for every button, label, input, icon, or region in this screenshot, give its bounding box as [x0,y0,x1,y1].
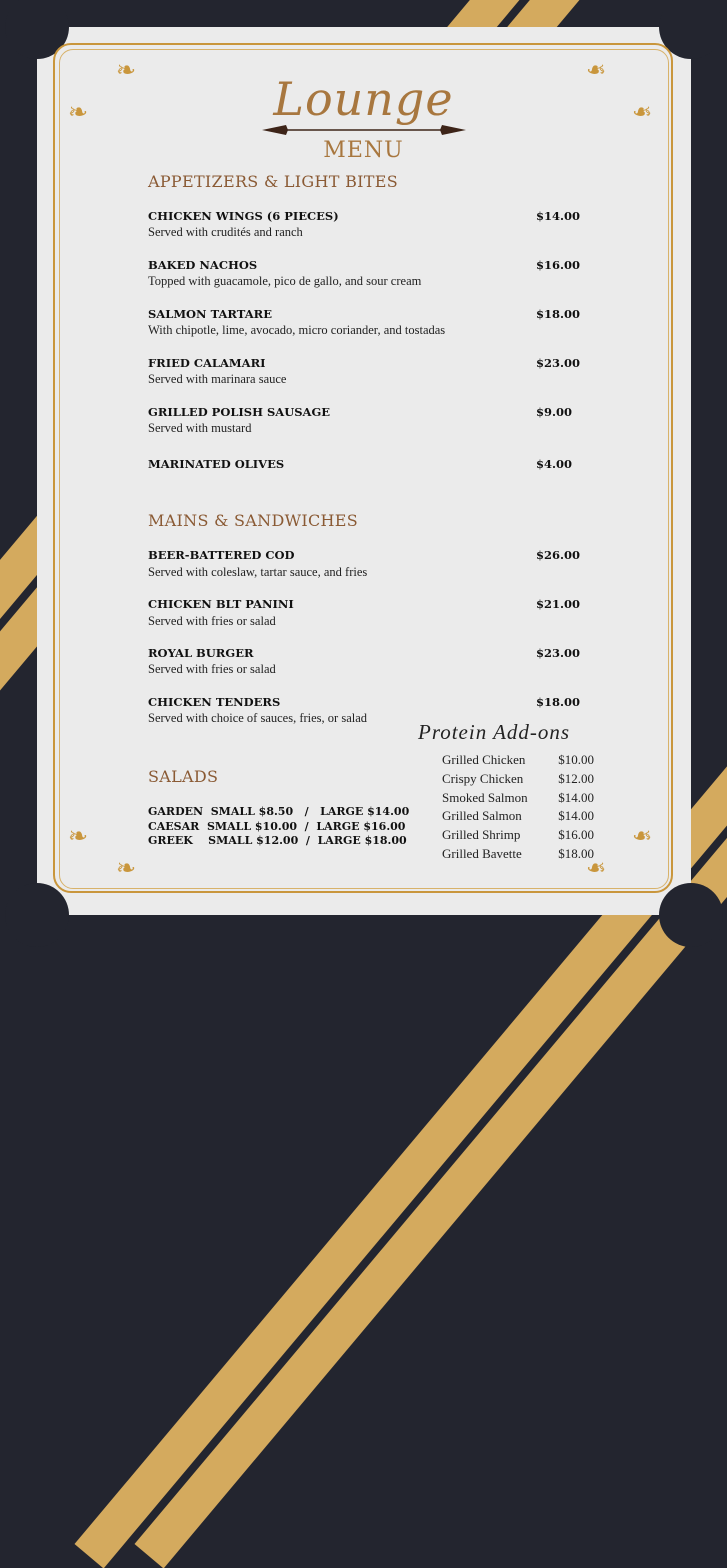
item-price: $9.00 [536,405,573,419]
item-price: $26.00 [536,548,581,562]
menu-title-script: Lounge [273,72,454,126]
item-description: Topped with guacamole, pico de gallo, and sour cream [148,274,422,288]
addon-price: $12.00 [558,771,594,786]
addon-name: Grilled Salmon [442,808,522,823]
corner-notch [659,883,723,947]
item-description: With chipotle, lime, avocado, micro coriander, and tostadas [148,323,446,337]
item-price: $4.00 [536,457,573,471]
corner-notch [5,883,69,947]
addon-row [442,846,602,862]
menu-title-sub: MENU [323,138,404,163]
swirl-ornament: ❧ [586,56,607,84]
item-name: CHICKEN BLT PANINI [148,597,294,611]
item-name: GRILLED POLISH SAUSAGE [148,405,331,419]
item-description: Served with fries or salad [148,662,276,676]
addon-row [442,752,602,768]
addon-name: Smoked Salmon [442,790,528,805]
swirl-ornament: ❧ [68,98,89,126]
item-price: $18.00 [536,695,581,709]
item-name: ROYAL BURGER [148,646,254,660]
addon-name: Crispy Chicken [442,771,524,786]
addon-name: Grilled Shrimp [442,827,521,842]
item-description: Served with mustard [148,421,252,435]
swirl-ornament: ❧ [68,822,89,850]
item-name: CHICKEN WINGS (6 PIECES) [148,209,339,223]
item-description: Served with fries or salad [148,614,276,628]
item-price: $18.00 [536,307,581,321]
swirl-ornament: ❧ [586,854,607,882]
item-price: $16.00 [536,258,581,272]
item-name: MARINATED OLIVES [148,457,285,471]
item-description: Served with choice of sauces, fries, or salad [148,711,368,725]
addon-price: $16.00 [558,827,594,842]
item-price: $23.00 [536,356,581,370]
item-name: FRIED CALAMARI [148,356,266,370]
addon-price: $18.00 [558,846,594,861]
addon-name: Grilled Bavette [442,846,522,861]
item-name: SALMON TARTARE [148,307,272,321]
salad-line: GREEK SMALL $12.00 / LARGE $18.00 [148,834,407,847]
addon-row [442,790,602,806]
item-name: BEER-BATTERED COD [148,548,295,562]
salad-line: CAESAR SMALL $10.00 / LARGE $16.00 [148,820,406,833]
item-description: Served with crudités and ranch [148,225,303,239]
addon-row [442,771,602,787]
item-description: Served with coleslaw, tartar sauce, and fries [148,565,368,579]
item-price: $23.00 [536,646,581,660]
salad-line: GARDEN SMALL $8.50 / LARGE $14.00 [148,805,410,818]
item-price: $14.00 [536,209,581,223]
addon-name: Grilled Chicken [442,752,526,767]
section-heading-salads: SALADS [148,767,219,786]
item-description: Served with marinara sauce [148,372,287,386]
addons-title: Protein Add-ons [418,720,571,744]
addon-row [442,827,602,843]
item-name: BAKED NACHOS [148,258,258,272]
swirl-ornament: ❧ [632,822,653,850]
addon-row [442,808,602,824]
addon-price: $10.00 [558,752,594,767]
item-price: $21.00 [536,597,581,611]
title-divider [262,124,466,136]
addon-price: $14.00 [558,790,594,805]
section-heading-appetizers: APPETIZERS & LIGHT BITES [148,172,399,191]
swirl-ornament: ❧ [632,98,653,126]
swirl-ornament: ❧ [116,854,137,882]
swirl-ornament: ❧ [116,56,137,84]
section-heading-mains: MAINS & SANDWICHES [148,511,358,530]
addon-price: $14.00 [558,808,594,823]
item-name: CHICKEN TENDERS [148,695,281,709]
